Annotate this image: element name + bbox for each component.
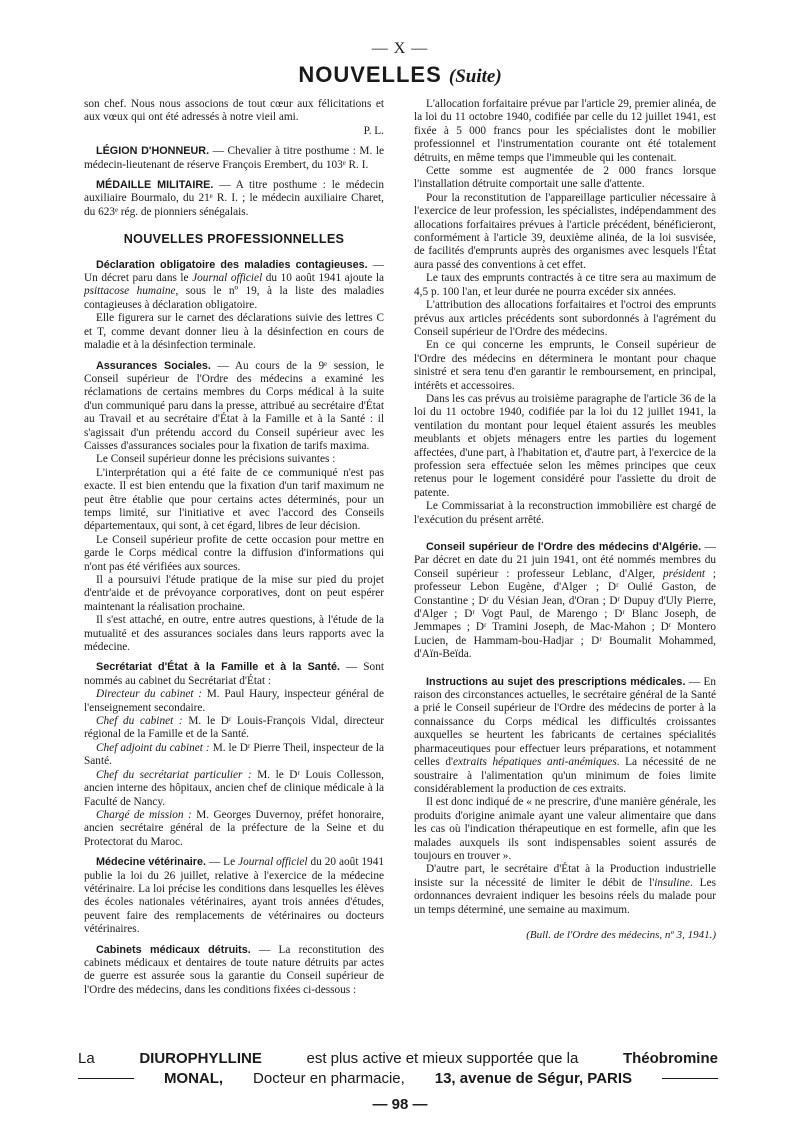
ad-brand: MONAL,	[163, 1070, 224, 1087]
ad-line-2: MONAL, Docteur en pharmacie, 13, avenue de Ségur, PARIS	[78, 1070, 718, 1087]
legion-heading: LÉGION D'HONNEUR.	[96, 145, 210, 158]
ad-line-1: La DIUROPHYLLINE est plus active et mieux supportée que la Théobromine	[78, 1050, 718, 1067]
medaille-heading: MÉDAILLE MILITAIRE.	[96, 179, 214, 192]
secretariat-article: Secrétariat d'État à la Famille et à la Santé. — Sont nommés au cabinet du Secrétariat d'État :	[84, 661, 384, 687]
instructions-paragraph: Il est donc indiqué de « ne prescrire, d'une manière générale, les produits d'origine animale ayant une valeur alimentaire que dans les cas où l'indication thérapeutique en est formelle, afin que les malades auxquels ils sont indispensables soient assurés de toujours en trouver ».	[414, 796, 716, 862]
secretariat-heading: Secrétariat d'État à la Famille et à la Santé.	[96, 661, 340, 674]
allocation-paragraph: Dans les cas prévus au troisième paragraphe de l'article 36 de la loi du 11 octobre 1940, codifiée par la loi du 12 juillet 1941, la ventilation du montant pour lequel étaient assurés les meubles meublants et objets ménagers entre les parties du logement affectées, d'une part, à l'habitation et, d'autre part, à l'exercice de la profession sera effectuée selon les mêmes principes que ceux retenus pour le logement considéré pour l'assiette du droit de patente.	[414, 392, 716, 499]
assurances-heading: Assurances Sociales.	[96, 359, 211, 372]
page-number: — 98 —	[372, 1096, 428, 1113]
veterinaire-article: Médecine vétérinaire. — Le Journal officiel du 20 août 1941 publie la loi du 26 juillet, relative à l'exercice de la médecine vétérinaire. La loi précise les conditions dans lesquelles les élèves des écoles nationales vétérinaires, ayant trois années d'études, peuvent faire des remplacements de vétérinaires ou docteurs vétérinaires.	[84, 856, 385, 936]
assurances-paragraph: L'interprétation qui a été faite de ce communiqué n'est pas exacte. Il est bien entendu que la fixation d'un tarif maximum ne peut être établie que pour certains actes déterminés, pour un temps limité, sur l'initiative et avec l'accord des Conseils départementaux, qui sont, à cet égard, libres de leur décision.	[84, 466, 384, 533]
legion-honneur-notice: LÉGION D'HONNEUR. — Chevalier à titre posthume : M. le médecin-lieutenant de réserve François Erembert, du 103ᵉ R. I.	[84, 145, 385, 171]
assurances-paragraph: Le Conseil supérieur profite de cette occasion pour mettre en garde le Corps médical contre la diffusion d'informations qui n'ont pas été vérifiées aux sources.	[84, 533, 384, 573]
section-page-marker: — X —	[371, 40, 429, 57]
medaille-militaire-notice: MÉDAILLE MILITAIRE. — A titre posthume : le médecin auxiliaire Bourmalo, du 21ᵉ R. I. ; le médecin auxiliaire Charet, du 623ᵉ rég. de pionniers sénégalais.	[84, 179, 384, 218]
cabinet-appointment: Chef adjoint du cabinet : M. le Dʳ Pierre Theil, inspecteur de la Santé.	[84, 741, 385, 768]
title-suffix: (Suite)	[448, 66, 502, 87]
intro-signature: P. L.	[363, 124, 384, 137]
veterinaire-heading: Médecine vétérinaire.	[96, 856, 206, 869]
right-column	[414, 98, 716, 942]
allocation-paragraph: Le taux des emprunts contractés à ce titre sera au maximum de 4,5 p. 100 l'an, et leur durée ne pourra excéder six années.	[414, 272, 716, 298]
section-title: NOUVELLES PROFESSIONNELLES	[123, 232, 345, 247]
allocation-paragraph: L'attribution des allocations forfaitaires et l'octroi des emprunts prévus aux articles précédents sont subordonnés à l'agrément du Conseil supérieur de l'Ordre des médecins.	[414, 299, 716, 338]
allocation-paragraph: L'allocation forfaitaire prévue par l'article 29, premier alinéa, de la loi du 11 octobre 1940, codifiée par celle du 12 juillet 1941, est fixée à 5 000 francs pour les spécialistes dont le mobilier professionnel et l'instrumentation courante ont été totalement détruits, en même temps que l'immeuble qui les contenait.	[414, 98, 716, 164]
allocation-paragraph: Le Commissariat à la reconstruction immobilière est chargé de l'exécution du présent arrêté.	[414, 500, 716, 526]
left-column	[84, 98, 384, 997]
cabinet-appointment: Chef du secrétariat particulier : M. le Dʳ Louis Collesson, ancien interne des hôpitaux, ancien chef de clinique médicale à la Faculté de Nancy.	[84, 768, 384, 808]
allocation-paragraph: Pour la reconstitution de l'appareillage particulier nécessaire à l'exercice de leur profession, les spécialistes, indépendamment des allocations forfaitaires prévues à l'article précédent, bénéficieront, conformément à l'article 39, deuxième alinéa, de la loi susvisée, de facilités d'emprunts auprès des organismes avec lesquels l'État aura passé des conventions à cet effet.	[414, 191, 716, 271]
ad-rule-right	[662, 1078, 718, 1080]
cabinets-article: Cabinets médicaux détruits. — La reconstitution des cabinets médicaux et dentaires de toute nature détruits par actes de guerre est assurée sous la garantie du Conseil supérieur de l'Ordre des médecins, dans les conditions fixées ci-dessous :	[84, 943, 384, 996]
ad-rule-left	[78, 1078, 134, 1080]
cabinet-appointment: Directeur du cabinet : M. Paul Haury, inspecteur général de l'enseignement secondaire.	[84, 688, 384, 714]
cabinet-appointment: Chargé de mission : M. Georges Duvernoy, préfet honoraire, ancien secrétaire général de la préfecture de la Seine et du Protectorat du Maroc.	[84, 808, 384, 848]
ad-address: 13, avenue de Ségur, PARIS	[434, 1070, 633, 1087]
instructions-article: Instructions au sujet des prescriptions médicales. — En raison des circonstances actuelles, le secrétaire général de la Santé a prié le Conseil supérieur de l'Ordre des médecins de porter à la connaissance du Corps médical les difficultés croissantes auxquelles se heurtent les fabricants de certaines spécialités pharmaceutiques pour effectuer leurs préparations, et notamment celles d'extraits hépatiques anti-anémiques. La nécessité de ne soustraire à l'alimentation qu'un minimum de foies limite considérablement la production de ces extraits.	[414, 675, 717, 795]
advertisement-banner	[78, 1050, 718, 1087]
instructions-heading: Instructions au sujet des prescriptions médicales.	[426, 675, 686, 688]
algerie-article: Conseil supérieur de l'Ordre des médecins d'Algérie. — Par décret en date du 21 juin 1941, ont été nommés membres du Conseil supérieur : professeur Leblanc, d'Alger, président ; professeur Lebon Eugène, d'Alger ; Dʳ Oulié Gaston, de Constantine ; Dʳ du Vésian Jean, d'Oran ; Dʳ Dupuy d'Uly Pierre, d'Alger ; Dʳ Vogt Paul, de Marengo ; Dʳ Blanc Joseph, de Jemmapes ; Dʳ Tramini Joseph, de Mac-Mahon ; Dʳ Montero Lucien, de Hammam-bou-Hadjar ; Dʳ Boumalit Mohammed, d'Aïn-Beïda.	[414, 541, 717, 661]
page-title	[0, 62, 800, 88]
allocation-paragraph: En ce qui concerne les emprunts, le Conseil supérieur de l'Ordre des médecins en déterminera le montant pour chaque sinistré et sera tenu d'en garantir le remboursement, en principal, intérêts et accessoires.	[414, 339, 716, 392]
assurances-article: Assurances Sociales. — Au cours de la 9ᵉ session, le Conseil supérieur de l'Ordre des médecins a examiné les réclamations de certains membres du Corps médical à la suite d'un communiqué paru dans la presse, attribué au secrétaire d'État au Travail et au secrétaire d'État à la Famille et à la Santé : il s'agissait d'un prétendu accord du Conseil supérieur avec les Caisses d'assurances sociales pour la fixation de tarifs maxima.	[84, 359, 384, 452]
assurances-paragraph: Il s'est attaché, en outre, entre autres questions, à l'étude de la mutualité et des assurances sociales dans leurs rapports avec la médecine.	[84, 614, 384, 654]
declaration-paragraph: Elle figurera sur le carnet des déclarations suivie des lettres C et T, comme devant donner lieu à la désinfection en cours de maladie et à la désinfection terminale.	[84, 312, 384, 352]
cabinet-appointment: Chef du cabinet : M. le Dʳ Louis-François Vidal, directeur régional de la Famille et de la Santé.	[84, 715, 384, 741]
algerie-heading: Conseil supérieur de l'Ordre des médecins d'Algérie.	[426, 541, 702, 553]
declaration-article: Déclaration obligatoire des maladies contagieuses. — Un décret paru dans le Journal officiel du 10 août 1941 ajoute la psittacose humaine, sous le nº 19, à la liste des maladies contagieuses à déclaration obligatoire.	[84, 258, 385, 311]
assurances-paragraph: Il a poursuivi l'étude pratique de la mise sur pied du projet d'entr'aide et de prévoyance corporatives, dont on peut espérer maintenant la réalisation prochaine.	[84, 574, 384, 613]
ad-comparator: Théobromine	[622, 1050, 718, 1067]
cabinets-heading: Cabinets médicaux détruits.	[96, 943, 251, 956]
allocation-paragraph: Cette somme est augmentée de 2 000 francs lorsque l'installation détruite comportait une salle d'attente.	[414, 165, 716, 191]
declaration-heading: Déclaration obligatoire des maladies contagieuses.	[96, 258, 368, 271]
source-citation: (Bull. de l'Ordre des médecins, nº 3, 1941.)	[526, 928, 716, 941]
intro-paragraph: son chef. Nous nous associons de tout cœur aux félicitations et aux vœux qui ont été adressés à notre vieil ami. P. L.	[84, 98, 384, 137]
ad-product-name: DIUROPHYLLINE	[139, 1050, 262, 1067]
instructions-paragraph: D'autre part, le secrétaire d'État à la Production industrielle insiste sur la nécessité de limiter le débit de l'insuline. Les ordonnances devraient indiquer les besoins réels du malade pour un temps déterminé, une semaine au maximum.	[414, 863, 716, 916]
title-main: NOUVELLES	[298, 62, 442, 87]
assurances-paragraph: Le Conseil supérieur donne les précisions suivantes :	[96, 453, 336, 466]
